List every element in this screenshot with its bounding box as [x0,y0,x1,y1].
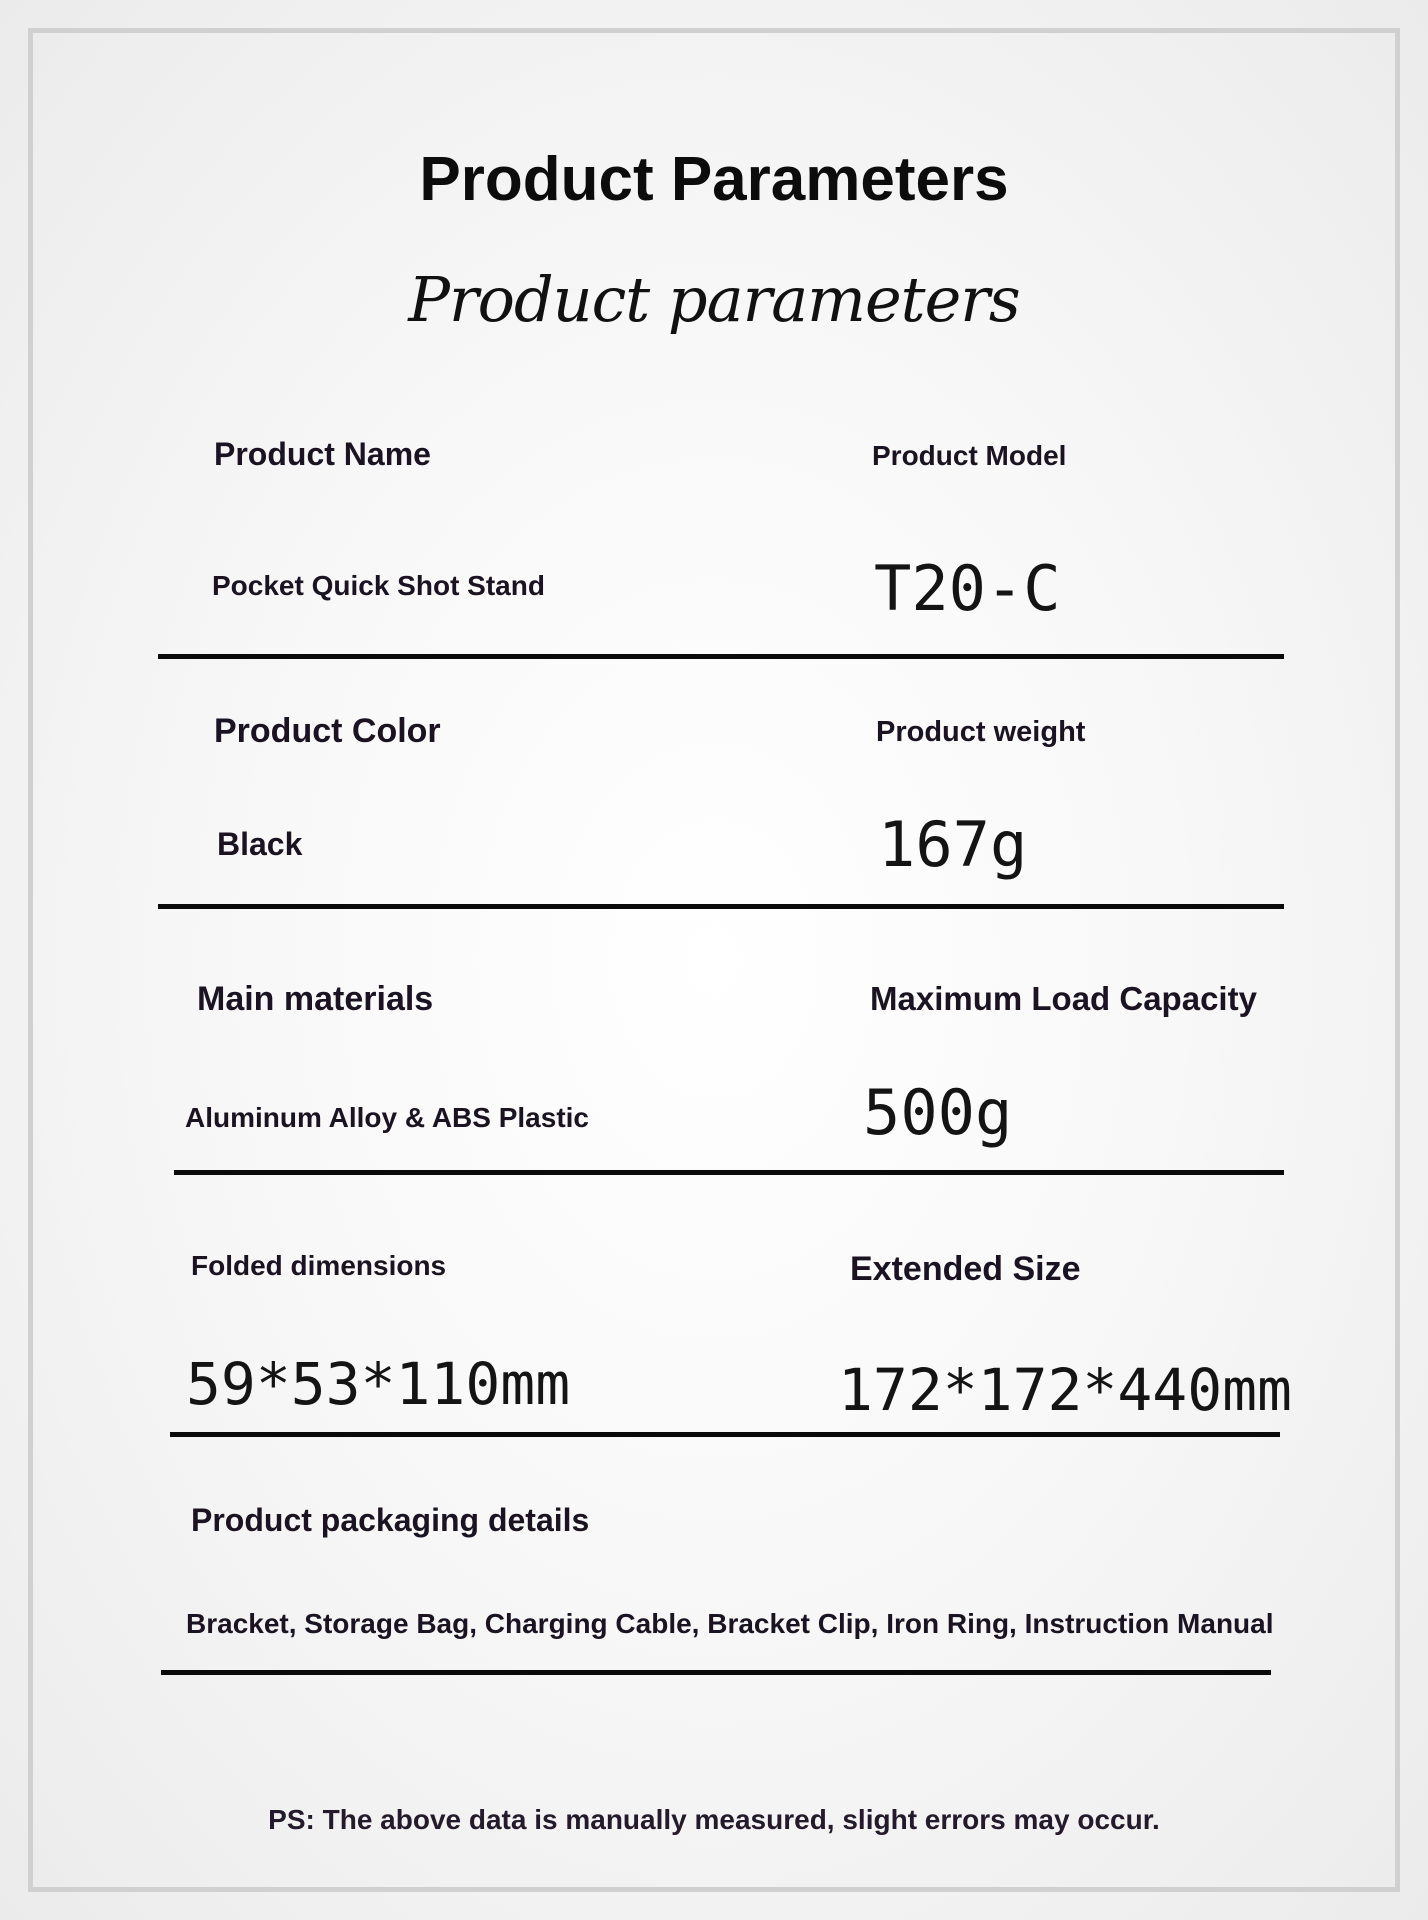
packaging-details-value: Bracket, Storage Bag, Charging Cable, Bracket Clip, Iron Ring, Instruction Manual [186,1608,1274,1639]
main-materials-label: Main materials [197,980,434,1018]
max-load-capacity-value: 500g [863,1076,1013,1149]
product-model-label: Product Model [872,440,1067,471]
section-divider [158,904,1284,909]
product-weight-value: 167g [878,808,1028,881]
section-divider [174,1170,1284,1175]
packaging-details-label: Product packaging details [191,1502,590,1538]
extended-size-label: Extended Size [850,1250,1081,1288]
folded-dimensions-label: Folded dimensions [191,1250,447,1281]
main-materials-value: Aluminum Alloy & ABS Plastic [185,1102,589,1133]
section-divider [161,1670,1271,1675]
product-color-value: Black [217,826,303,862]
section-divider [158,654,1284,659]
max-load-capacity-label: Maximum Load Capacity [870,980,1257,1017]
product-weight-label: Product weight [876,716,1086,748]
product-name-value: Pocket Quick Shot Stand [212,570,545,601]
product-name-label: Product Name [214,436,431,472]
page-title: Product Parameters [419,145,1009,214]
product-color-label: Product Color [214,712,441,750]
section-divider [170,1432,1280,1437]
extended-size-value: 172*172*440mm [838,1356,1292,1424]
folded-dimensions-value: 59*53*110mm [186,1350,571,1418]
product-model-value: T20-C [874,552,1061,625]
measurement-note: PS: The above data is manually measured, slight errors may occur. [268,1804,1160,1835]
page-subtitle-script: Product parameters [408,263,1020,336]
